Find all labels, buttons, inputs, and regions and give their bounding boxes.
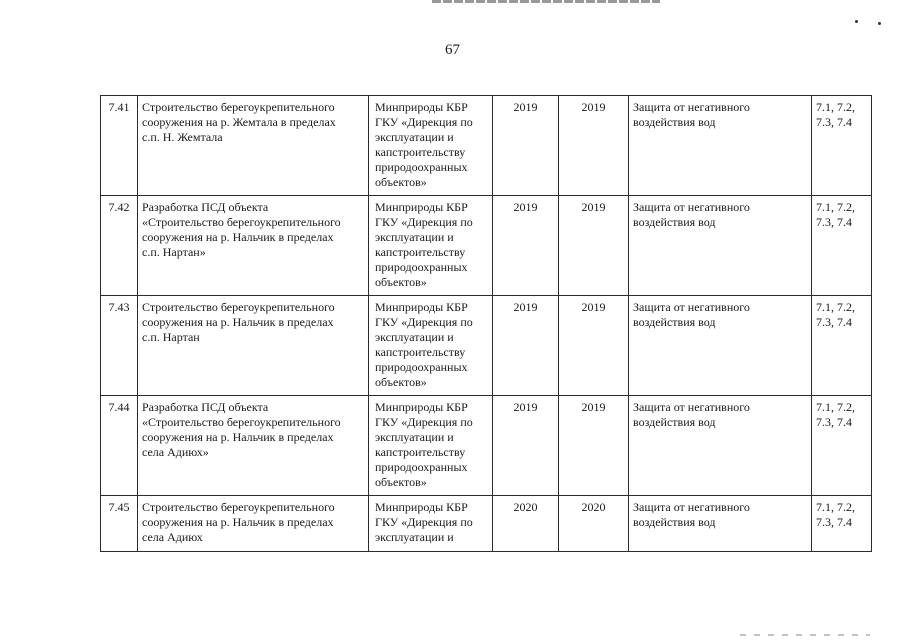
cell-indicators — [812, 496, 872, 552]
scan-artifact-top — [432, 0, 660, 3]
cell-indicators — [812, 196, 872, 296]
cell-number: 7.45 — [101, 496, 138, 552]
cell-year-end: 2019 — [559, 196, 629, 296]
indicators-text: 7.1, 7.2, 7.3, 7.4 — [816, 100, 855, 129]
cell-year-end: 2019 — [559, 96, 629, 196]
cell-measure-name — [138, 496, 369, 552]
measure-name-text: Строительство берегоукрепительного сооружения на р. Жемтала в пределах с.п. Н. Жемтала — [142, 100, 336, 144]
cell-goal — [629, 496, 812, 552]
cell-responsible — [369, 96, 493, 196]
scan-speck — [855, 20, 858, 23]
indicators-text: 7.1, 7.2, 7.3, 7.4 — [816, 400, 855, 429]
measure-name-text: Строительство берегоукрепительного сооружения на р. Нальчик в пределах села Адиюх — [142, 500, 335, 544]
cell-responsible — [369, 496, 493, 552]
scan-artifact-bottom — [740, 634, 870, 636]
cell-goal — [629, 96, 812, 196]
cell-responsible — [369, 396, 493, 496]
cell-year-end: 2020 — [559, 496, 629, 552]
program-table — [100, 95, 872, 552]
goal-text: Защита от негативного воздействия вод — [633, 400, 750, 429]
goal-text: Защита от негативного воздействия вод — [633, 500, 750, 529]
cell-number: 7.41 — [101, 96, 138, 196]
cell-year-start: 2019 — [493, 196, 559, 296]
measure-name-text: Разработка ПСД объекта «Строительство берегоукрепительного сооружения на р. Нальчик в пределах села Адиюх» — [142, 400, 341, 459]
cell-year-start: 2019 — [493, 396, 559, 496]
table-body — [101, 96, 872, 552]
cell-indicators — [812, 396, 872, 496]
goal-text: Защита от негативного воздействия вод — [633, 100, 750, 129]
table-row — [101, 396, 872, 496]
indicators-text: 7.1, 7.2, 7.3, 7.4 — [816, 200, 855, 229]
cell-year-end: 2019 — [559, 296, 629, 396]
cell-responsible — [369, 196, 493, 296]
cell-measure-name — [138, 396, 369, 496]
cell-number: 7.42 — [101, 196, 138, 296]
cell-measure-name — [138, 196, 369, 296]
cell-responsible — [369, 296, 493, 396]
responsible-text: Минприроды КБР ГКУ «Дирекция по эксплуатации и капстроительству природоохранных объектов» — [375, 400, 473, 489]
table-row — [101, 496, 872, 552]
cell-indicators — [812, 296, 872, 396]
cell-year-start: 2019 — [493, 96, 559, 196]
indicators-text: 7.1, 7.2, 7.3, 7.4 — [816, 500, 855, 529]
cell-goal — [629, 396, 812, 496]
goal-text: Защита от негативного воздействия вод — [633, 300, 750, 329]
cell-indicators — [812, 96, 872, 196]
responsible-text: Минприроды КБР ГКУ «Дирекция по эксплуатации и — [375, 500, 473, 544]
measure-name-text: Разработка ПСД объекта «Строительство берегоукрепительного сооружения на р. Нальчик в пределах с.п. Нартан» — [142, 200, 341, 259]
cell-goal — [629, 296, 812, 396]
responsible-text: Минприроды КБР ГКУ «Дирекция по эксплуатации и капстроительству природоохранных объектов» — [375, 100, 473, 189]
cell-number: 7.43 — [101, 296, 138, 396]
scan-speck — [878, 22, 881, 25]
responsible-text: Минприроды КБР ГКУ «Дирекция по эксплуатации и капстроительству природоохранных объектов» — [375, 300, 473, 389]
cell-year-end: 2019 — [559, 396, 629, 496]
measure-name-text: Строительство берегоукрепительного сооружения на р. Нальчик в пределах с.п. Нартан — [142, 300, 335, 344]
goal-text: Защита от негативного воздействия вод — [633, 200, 750, 229]
cell-year-start: 2020 — [493, 496, 559, 552]
indicators-text: 7.1, 7.2, 7.3, 7.4 — [816, 300, 855, 329]
page-number: 67 — [445, 42, 460, 58]
table-row — [101, 196, 872, 296]
table-row — [101, 296, 872, 396]
responsible-text: Минприроды КБР ГКУ «Дирекция по эксплуатации и капстроительству природоохранных объектов» — [375, 200, 473, 289]
cell-measure-name — [138, 96, 369, 196]
table-row — [101, 96, 872, 196]
cell-goal — [629, 196, 812, 296]
cell-year-start: 2019 — [493, 296, 559, 396]
cell-number: 7.44 — [101, 396, 138, 496]
cell-measure-name — [138, 296, 369, 396]
